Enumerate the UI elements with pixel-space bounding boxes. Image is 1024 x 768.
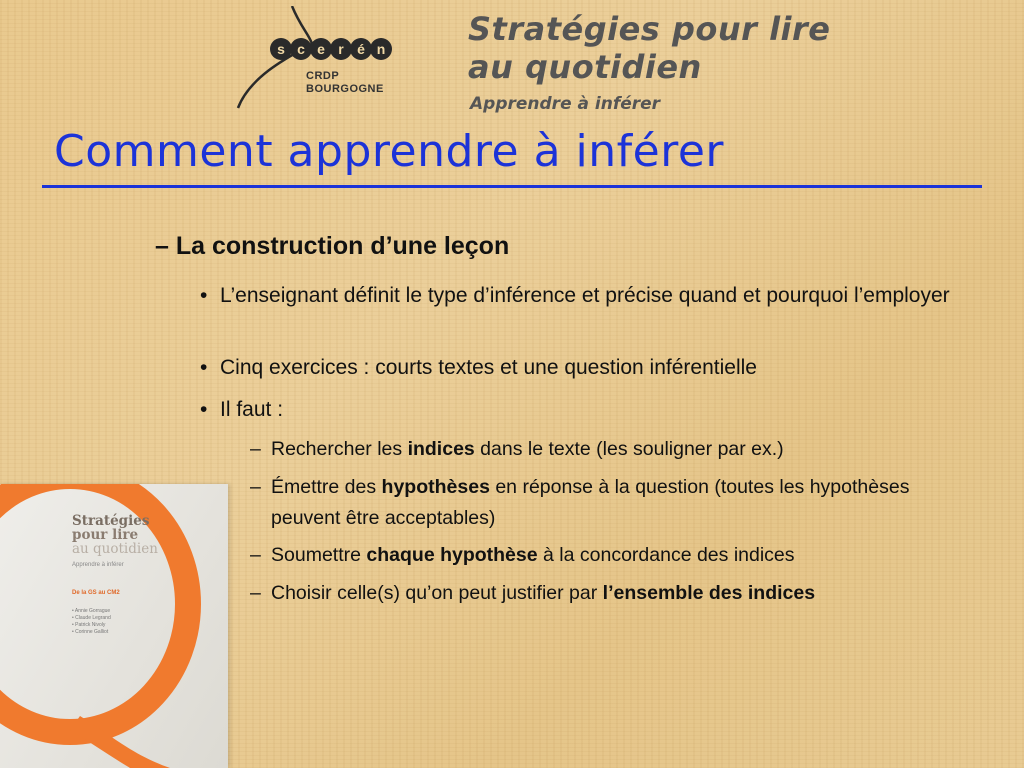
sub-item-text [271, 472, 980, 534]
sub-item-pre: Émettre des [271, 476, 382, 498]
sub-item-post: dans le texte (les souligner par ex.) [474, 438, 784, 460]
sub-item-bold: hypothèses [381, 476, 490, 498]
bullet-text: Il faut : [220, 398, 284, 421]
sub-item-text [271, 434, 980, 465]
sub-item-pre: Choisir celle(s) qu’on peut justifier par [271, 582, 603, 604]
logo-letter-icon: r [330, 38, 352, 60]
logo-letter-icon: é [350, 38, 372, 60]
book-title-line2: pour lire [72, 527, 139, 543]
book-title-line3: au quotidien [72, 541, 158, 557]
book-level: De la GS au CM2 [72, 590, 120, 596]
bullet-item [200, 280, 970, 312]
brand-subtitle: Apprendre à inférer [470, 94, 661, 114]
sub-item-bold: chaque hypothèse [366, 544, 538, 566]
logo-sub-line1: CRDP [306, 70, 340, 82]
bullet-text: Cinq exercices : courts textes et une question inférentielle [220, 356, 757, 379]
sub-item [250, 578, 980, 609]
sub-item-pre: Soumettre [271, 544, 367, 566]
section-heading [155, 232, 509, 261]
sub-item-bold: indices [407, 438, 475, 460]
dash-marker: – [250, 582, 261, 604]
bullet-marker: • [200, 398, 208, 421]
logo-letter-icon: c [290, 38, 312, 60]
sub-item-post: à la concordance des indices [537, 544, 795, 566]
book-authors [72, 608, 111, 636]
title-underline [42, 185, 982, 188]
sub-item [250, 434, 980, 465]
book-author: • Claude Legrand [72, 615, 111, 621]
book-author: • Annie Gorrague [72, 608, 111, 614]
sub-item-text [271, 540, 980, 571]
section-heading-text: La construction d’une leçon [175, 232, 510, 260]
logo-letter-icon: s [270, 38, 292, 60]
sceren-logo [230, 6, 440, 112]
bullet-marker: • [200, 284, 208, 307]
dash-marker: – [250, 438, 261, 460]
sub-item-post: en réponse à la question (toutes les hypothèses peuvent être acceptables) [271, 476, 910, 529]
book-title-line1: Stratégies [72, 513, 150, 529]
book-subtitle: Apprendre à inférer [72, 562, 124, 568]
sub-item-bold: l’ensemble des indices [602, 582, 816, 604]
book-title [72, 514, 158, 556]
logo-wordmark [270, 38, 390, 60]
bullet-marker: • [200, 356, 208, 379]
sub-item-text [271, 578, 980, 609]
bullet-text: L’enseignant définit le type d’inférence et précise quand et pourquoi l’employer [220, 284, 950, 307]
book-author: • Patrick Nivoly [72, 622, 106, 628]
sub-item [250, 540, 980, 571]
logo-letter-icon: n [370, 38, 392, 60]
slide-title: Comment apprendre à inférer [54, 126, 724, 177]
brand-title-line1: Stratégies pour lire [468, 10, 831, 48]
dash-marker: – [250, 476, 261, 498]
logo-letter-icon: e [310, 38, 332, 60]
sub-item [250, 472, 980, 534]
brand-title [468, 10, 831, 86]
book-cover-image [0, 484, 228, 768]
dash-marker: – [155, 232, 169, 260]
book-author: • Corinne Galliot [72, 629, 109, 635]
brand-title-line2: au quotidien [468, 48, 702, 86]
logo-subtitle [306, 70, 384, 96]
bullet-item [200, 394, 970, 426]
logo-sub-line2: BOURGOGNE [306, 83, 384, 95]
dash-marker: – [250, 544, 261, 566]
sub-item-pre: Rechercher les [271, 438, 408, 460]
bullet-item [200, 352, 970, 384]
